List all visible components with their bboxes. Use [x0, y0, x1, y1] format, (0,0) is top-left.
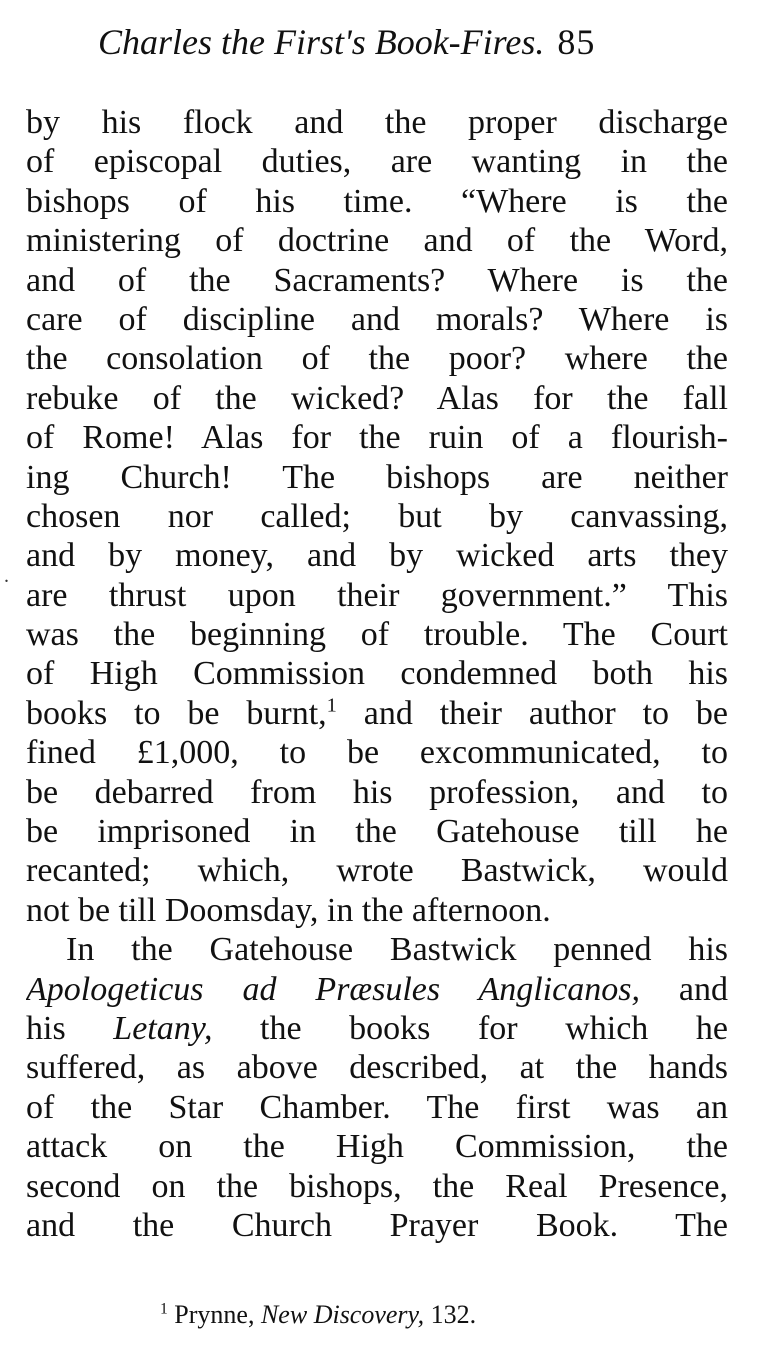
text-line: of episcopal duties, are wanting in the: [26, 143, 728, 181]
book-title-apologeticus: Apologeticus ad Præsules Anglicanos,: [26, 970, 640, 1008]
text-line: are thrust upon their government.” This: [26, 576, 728, 614]
paragraph-first-line: In the Gatehouse Bastwick penned his: [66, 931, 728, 969]
text-fragment: and their author to be: [336, 694, 728, 732]
text-line: second on the bishops, the Real Presence,: [26, 1167, 728, 1205]
text-line: bishops of his time. “Where is the: [26, 182, 728, 220]
text-line: suffered, as above described, at the hands: [26, 1049, 728, 1087]
footnote-author: Prynne,: [167, 1300, 261, 1329]
text-line: be debarred from his profession, and to: [26, 773, 728, 811]
text-line: recanted; which, wrote Bastwick, would: [26, 852, 728, 890]
text-line: chosen nor called; but by canvassing,: [26, 497, 728, 535]
text-line: was the beginning of trouble. The Court: [26, 616, 728, 654]
text-fragment: the books for which he: [212, 1009, 728, 1047]
page-number: 85: [557, 22, 596, 62]
text-line: attack on the High Commission, the: [26, 1128, 728, 1166]
running-head: [98, 14, 728, 70]
footnote-work-title: New Discovery,: [260, 1300, 425, 1329]
paragraph-last-line: not be till Doomsday, in the afternoon.: [26, 891, 551, 929]
footnote-reference[interactable]: 1: [326, 694, 337, 717]
margin-speck: .: [4, 565, 9, 587]
text-line: and the Church Prayer Book. The: [26, 1206, 728, 1244]
text-line: be imprisoned in the Gatehouse till he: [26, 813, 728, 851]
text-fragment: books to be burnt,: [26, 694, 327, 732]
text-fragment: and: [639, 970, 728, 1008]
footnote: [160, 1298, 476, 1332]
text-fragment: his: [26, 1009, 114, 1047]
text-line-with-footnote-ref: [26, 694, 728, 733]
text-line: fined £1,000, to be excommunicated, to: [26, 734, 728, 772]
text-line: care of discipline and morals? Where is: [26, 300, 728, 338]
text-line: and of the Sacraments? Where is the: [26, 261, 728, 299]
text-line: rebuke of the wicked? Alas for the fall: [26, 379, 728, 417]
text-line: of the Star Chamber. The first was an: [26, 1088, 728, 1126]
text-line: of High Commission condemned both his: [26, 655, 728, 693]
body-text: [26, 103, 728, 1245]
book-title-letany: Letany,: [113, 1009, 213, 1047]
text-line: and by money, and by wicked arts they: [26, 537, 728, 575]
footnote-marker: 1: [160, 1300, 168, 1318]
text-line: of Rome! Alas for the ruin of a flourish-: [26, 419, 728, 457]
running-title: Charles the First's Book-Fires.: [98, 22, 545, 62]
text-line: by his flock and the proper discharge: [26, 104, 728, 141]
footnote-page: 132.: [424, 1300, 477, 1329]
text-line-italic-title: [26, 970, 728, 1009]
text-line: ministering of doctrine and of the Word,: [26, 222, 728, 260]
text-line-italic-title: [26, 1009, 728, 1048]
text-line: ing Church! The bishops are neither: [26, 458, 728, 496]
text-line: the consolation of the poor? where the: [26, 340, 728, 378]
